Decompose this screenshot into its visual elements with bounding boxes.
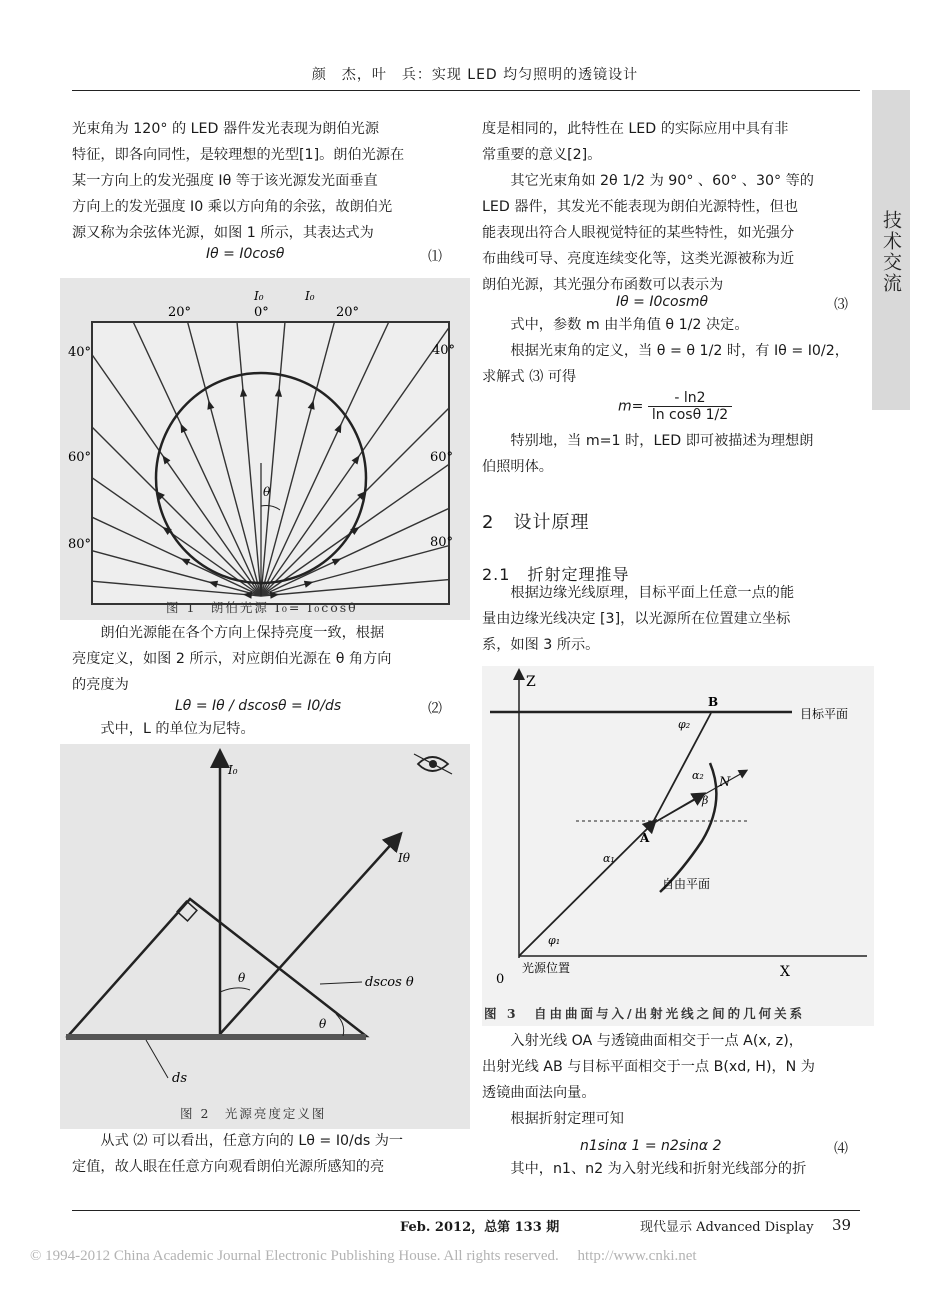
figure-3 xyxy=(482,666,874,1026)
right-para-4 xyxy=(482,580,867,658)
left-para-3 xyxy=(72,716,457,742)
label-source: 光源位置 xyxy=(522,961,571,975)
running-header: 颜 杰，叶 兵：实现 LED 均匀照明的透镜设计 xyxy=(311,67,639,83)
text-line: 量由边缘光线决定 [3]，以光源所在位置建立坐标 xyxy=(482,611,791,627)
footer-journal: 现代显示 Advanced Display xyxy=(640,1220,814,1235)
text-line: 伯照明体。 xyxy=(482,459,553,475)
text-line: 某一方向上的发光强度 Iθ 等于该光源发光面垂直 xyxy=(72,173,378,189)
section-heading-2-1: 2.1 折射定理推导 xyxy=(482,565,630,584)
text-line: 光束角为 120° 的 LED 器件发光表现为朗伯光源 xyxy=(72,121,380,137)
label-phi1: φ₁ xyxy=(548,934,561,947)
label-itheta: Iθ xyxy=(398,851,410,865)
surface-ds xyxy=(66,1034,366,1040)
text-line: 特征，即各向同性，是较理想的光型[1]。朗伯光源在 xyxy=(72,147,405,163)
label-theta-1: θ xyxy=(238,971,246,985)
text-line: 的亮度为 xyxy=(72,677,129,693)
right-para-6 xyxy=(482,1156,867,1182)
copyright-notice: © 1994-2012 China Academic Journal Electronic Publishing House. All rights reserved. http://www.cnki.net xyxy=(30,1248,697,1264)
text-line: 式中，L 的单位为尼特。 xyxy=(72,721,255,737)
label-60-right: 60° xyxy=(430,450,454,465)
label-theta-2: θ xyxy=(319,1017,327,1031)
label-beta: β xyxy=(702,794,709,807)
left-para-2 xyxy=(72,620,457,698)
footer-issue: Feb. 2012，总第 133 期 xyxy=(400,1220,560,1235)
equation-3: Iθ = I0cosmθ xyxy=(616,294,709,310)
label-20-right: 20° xyxy=(336,305,360,320)
label-z: Z xyxy=(526,674,536,690)
label-80-right: 80° xyxy=(430,535,454,550)
text-line: 方向上的发光强度 I0 乘以方向角的余弦，故朗伯光 xyxy=(72,199,393,215)
equation-1: Iθ = I0cosθ xyxy=(206,246,285,262)
equation-4-number: ⑷ xyxy=(834,1141,848,1157)
text-line: 度是相同的，此特性在 LED 的实际应用中具有非 xyxy=(482,121,789,137)
text-line: 透镜曲面法向量。 xyxy=(482,1085,596,1101)
label-alpha1: α₁ xyxy=(603,852,615,865)
side-tab-label: 技术交流 xyxy=(880,210,902,294)
equation-m-numerator: - ln2 xyxy=(648,390,732,407)
text-line: 式中，参数 m 由半角值 θ 1/2 决定。 xyxy=(482,317,749,333)
text-line: 朗伯光源，其光强分布函数可以表示为 xyxy=(482,277,724,293)
equation-m-fraction xyxy=(648,390,732,423)
label-40-left: 40° xyxy=(68,345,92,360)
footer-rule xyxy=(72,1210,860,1211)
text-line: 求解式 ⑶ 可得 xyxy=(482,369,577,385)
label-free-surface: 自由平面 xyxy=(662,877,711,891)
text-line: 其它光束角如 2θ 1/2 为 90° 、60° 、30° 等的 xyxy=(482,173,814,189)
section-heading-2: 2 设计原理 xyxy=(482,512,590,533)
label-ds: ds xyxy=(172,1071,187,1086)
figure-1-caption: 图 1 朗伯光源 I₀= I₀cosθ xyxy=(166,600,358,615)
right-para-3 xyxy=(482,428,867,480)
label-80-left: 80° xyxy=(68,537,92,552)
label-n: N xyxy=(719,775,731,790)
text-line: 从式 ⑵ 可以看出，任意方向的 Lθ = I0/ds 为一 xyxy=(72,1133,404,1149)
equation-m xyxy=(618,390,732,423)
label-b: B xyxy=(708,695,719,709)
label-target-plane: 目标平面 xyxy=(800,707,849,721)
figure-2 xyxy=(60,744,470,1129)
text-line: 朗伯光源能在各个方向上保持亮度一致，根据 xyxy=(72,625,385,641)
text-line: 亮度定义，如图 2 所示，对应朗伯光源在 θ 角方向 xyxy=(72,651,392,667)
label-alpha2: α₂ xyxy=(692,769,704,782)
left-para-4 xyxy=(72,1128,457,1180)
text-line: 特别地，当 m=1 时，LED 即可被描述为理想朗 xyxy=(482,433,814,449)
equation-3-number: ⑶ xyxy=(834,297,848,313)
figure-2-background xyxy=(60,744,470,1129)
header-rule xyxy=(72,90,860,91)
equation-m-denominator: ln cosθ 1/2 xyxy=(651,407,729,423)
text-line: 根据折射定理可知 xyxy=(482,1111,624,1127)
right-para-5 xyxy=(482,1028,867,1132)
label-a: A xyxy=(640,831,650,845)
label-phi2: φ₂ xyxy=(678,718,691,731)
text-line: 定值，故人眼在任意方向观看朗伯光源所感知的亮 xyxy=(72,1159,385,1175)
label-20-left: 20° xyxy=(168,305,192,320)
label-i0-right: I₀ xyxy=(305,289,315,303)
text-line: 常重要的意义[2]。 xyxy=(482,147,602,163)
text-line: 布曲线可导、亮度连续变化等，这类光源被称为近 xyxy=(482,251,795,267)
equation-4: n1sinα 1 = n2sinα 2 xyxy=(580,1138,722,1154)
text-line: 根据边缘光线原理，目标平面上任意一点的能 xyxy=(482,585,795,601)
text-line: 出射光线 AB 与目标平面相交于一点 B(xd, H)，N 为 xyxy=(482,1059,815,1075)
label-i0-left: I₀ xyxy=(254,289,264,303)
equation-2-number: ⑵ xyxy=(428,701,442,717)
figure-3-caption: 图 3 自由曲面与入/出射光线之间的几何关系 xyxy=(484,1006,806,1021)
text-line: 其中，n1、n2 为入射光线和折射光线部分的折 xyxy=(482,1161,807,1177)
figure-1 xyxy=(60,278,470,620)
label-40-right: 40° xyxy=(432,343,456,358)
left-para-1 xyxy=(72,116,457,246)
label-dscos: dscos θ xyxy=(365,975,414,990)
equation-1-number: ⑴ xyxy=(428,249,442,265)
equation-2: Lθ = Iθ / dscosθ = I0/ds xyxy=(175,698,342,714)
text-line: 入射光线 OA 与透镜曲面相交于一点 A(x, z)， xyxy=(482,1033,803,1049)
label-i0: I₀ xyxy=(228,763,238,777)
text-line: 能表现出符合人眼视觉特征的某些特性，如光强分 xyxy=(482,225,795,241)
label-x: X xyxy=(780,964,790,980)
theta-label: θ xyxy=(263,485,271,499)
text-line: 系，如图 3 所示。 xyxy=(482,637,600,653)
label-origin: 0 xyxy=(496,972,505,987)
equation-m-lhs: m= xyxy=(618,398,644,415)
right-para-1 xyxy=(482,116,867,298)
page-number: 39 xyxy=(832,1216,852,1234)
label-60-left: 60° xyxy=(68,450,92,465)
text-line: 源又称为余弦体光源，如图 1 所示，其表达式为 xyxy=(72,225,374,241)
figure-2-caption: 图 2 光源亮度定义图 xyxy=(180,1106,327,1121)
text-line: LED 器件，其发光不能表现为朗伯光源特性，但也 xyxy=(482,199,799,215)
label-0: 0° xyxy=(254,305,269,320)
right-para-2 xyxy=(482,312,867,390)
text-line: 根据光束角的定义，当 θ = θ 1/2 时，有 Iθ = I0/2， xyxy=(482,343,849,359)
